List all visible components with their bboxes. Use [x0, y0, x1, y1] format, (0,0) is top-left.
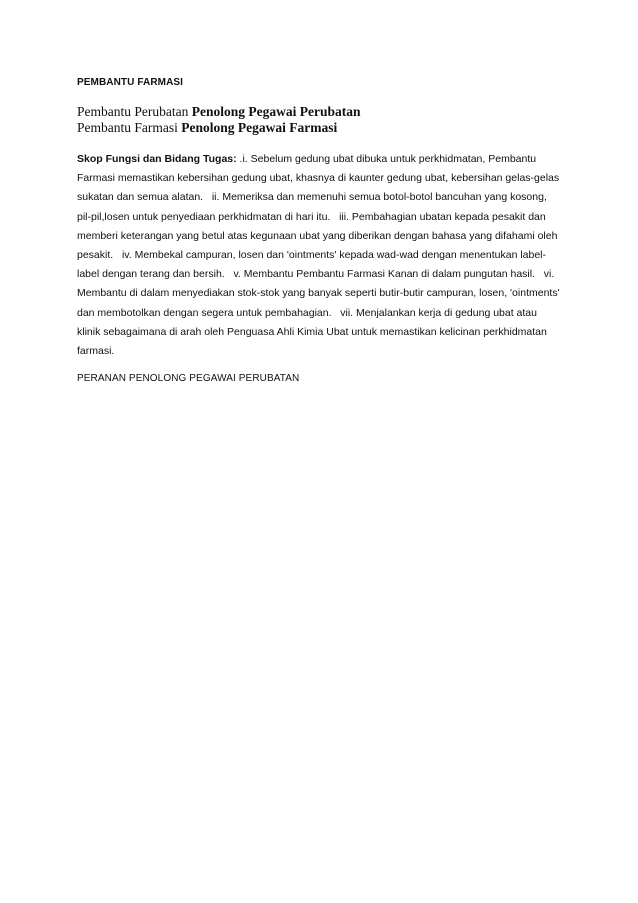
scope-label: Skop Fungsi dan Bidang Tugas:	[77, 153, 237, 165]
job-title-line-1-normal: Pembantu Perubatan	[77, 104, 192, 119]
job-title-line-2	[77, 120, 562, 136]
document-title: PEMBANTU FARMASI	[77, 77, 184, 88]
job-title-lines	[77, 104, 562, 136]
document-content	[77, 77, 562, 384]
job-title-line-1	[77, 104, 562, 120]
job-title-line-1-bold: Penolong Pegawai Perubatan	[191, 104, 361, 119]
job-title-line-2-normal: Pembantu Farmasi	[77, 120, 182, 135]
job-title-line-2-bold: Penolong Pegawai Farmasi	[181, 120, 338, 135]
scope-text: .i. Sebelum gedung ubat dibuka untuk perkhidmatan, Pembantu Farmasi memastikan kebersihan gedung ubat, khasnya di kaunter gedung ubat, kebersihan gelas-gelas sukatan dan semua alatan. ii. Memeriksa dan memenuhi semua botol-botol bancuhan yang kosong, pil-pil,losen untuk penyediaan perkhidmatan di hari itu. iii. Pembahagian ubatan kepada pesakit dan memberi keterangan yang betul atas kegunaan ubat yang diberikan dengan bahasa yang difahami oleh pesakit. iv. Membekal campuran, losen dan 'ointments' kepada wad-wad dengan menentukan label-label dengan terang dan bersih. v. Membantu Pembantu Farmasi Kanan di dalam pungutan hasil. vi. Membantu di dalam menyediakan stok-stok yang banyak seperti butir-butir campuran, losen, 'ointments' dan membotolkan dengan segera untuk pembahagian. vii. Menjalankan kerja di gedung ubat atau klinik sebagaimana di arah oleh Penguasa Ahli Kimia Ubat untuk memastikan kelicinan perkhidmatan farmasi.	[77, 153, 563, 358]
scope-paragraph	[77, 150, 562, 361]
section-heading: PERANAN PENOLONG PEGAWAI PERUBATAN	[77, 373, 300, 385]
